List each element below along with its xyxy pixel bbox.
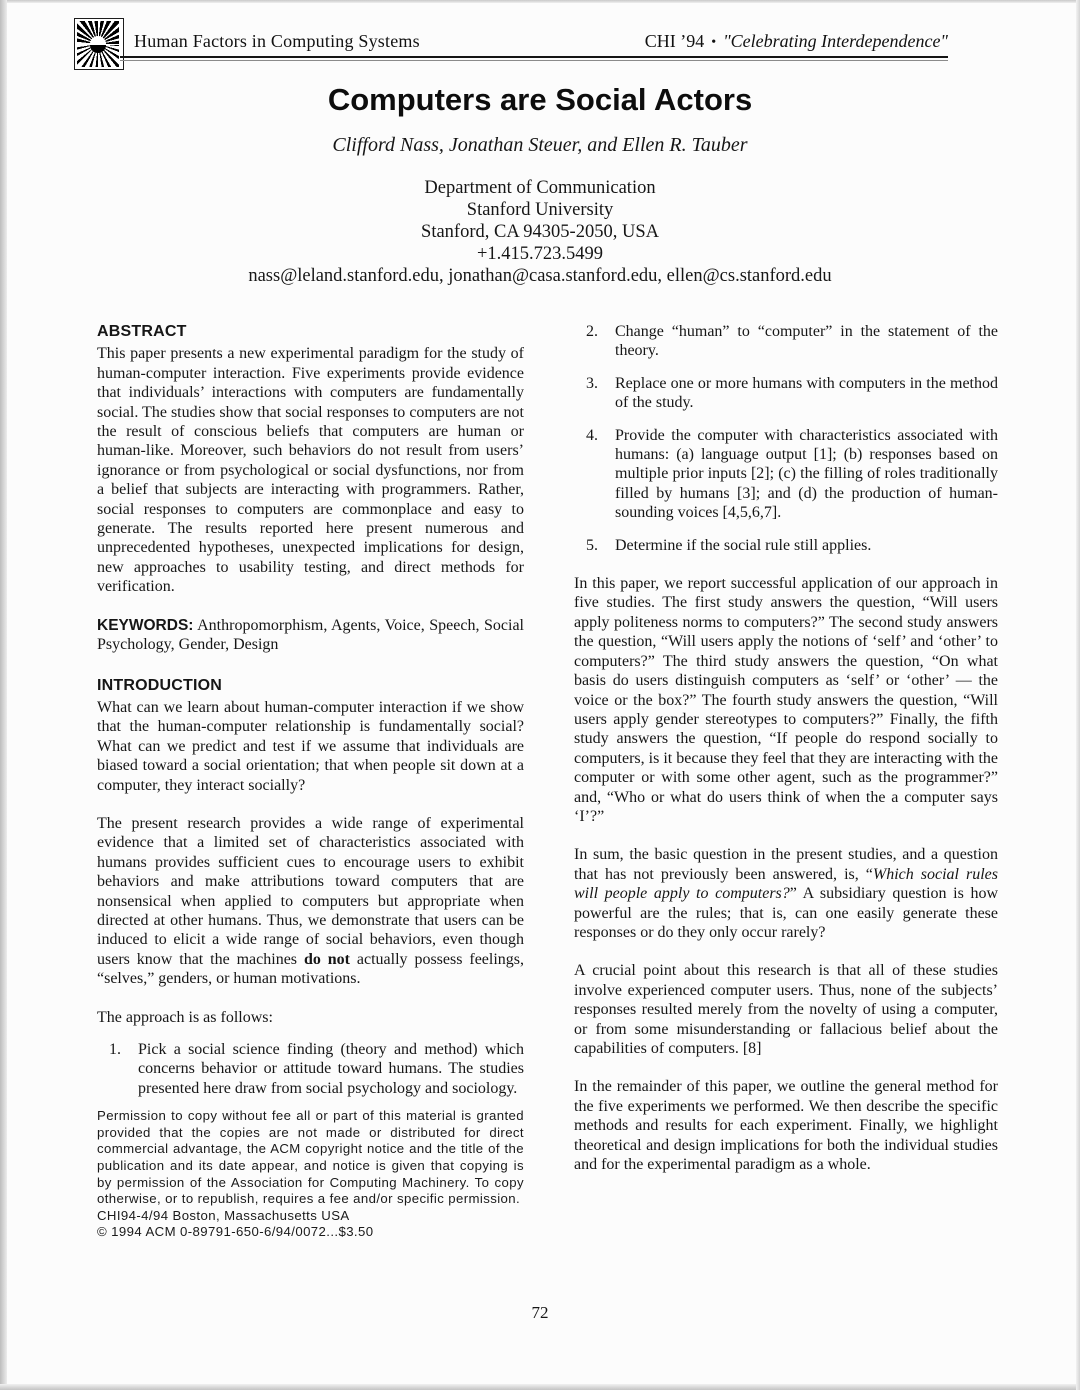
list-number: 2. (586, 323, 598, 340)
affiliation-dept: Department of Communication (424, 178, 656, 198)
permission-body: Permission to copy without fee all or part of this material is granted provided that the copies are not made or distributed for direct commercial advantage, the ACM copyright notice and the title of the publication and its date appear, and notice is given that copying is by permission of the Association for Computing Machinery. To copy otherwise, or to republish, requires a fee and/or specific permission. (97, 1108, 524, 1207)
affiliation-block (0, 177, 1080, 287)
permission-venue: CHI94-4/94 Boston, Massachusetts USA (97, 1207, 350, 1223)
affiliation-emails: nass@leland.stanford.edu, jonathan@casa.stanford.edu, ellen@cs.stanford.edu (248, 266, 832, 286)
right-column (574, 322, 998, 1241)
left-column (97, 322, 524, 1241)
scan-edge-bottom (0, 1384, 1080, 1390)
keywords-label: KEYWORDS: (97, 616, 194, 634)
intro-p2-pre: The present research provides a wide range of experimental evidence that a limited set of characteristics associated with humans provides sufficient cues to encourage users to exhibit behaviors and make attributions toward computers that are nonsensical when applied to computers but appropriate when directed at other humans. Thus, we demonstrate that users can be induced to elicit a wide range of social behaviors, even though users know that the machines (97, 814, 524, 968)
in-sum-paragraph (574, 845, 998, 942)
introduction-heading: INTRODUCTION (97, 676, 223, 694)
logo-bottom-half (77, 45, 119, 67)
list-number: 5. (586, 536, 598, 554)
approach-lead: The approach is as follows: (97, 1008, 273, 1026)
intro-p2-post: actually possess feelings, “selves,” genders, or human motivations. (97, 950, 525, 988)
running-head-right (645, 31, 948, 52)
introduction-paragraph-1: What can we learn about human-computer interaction if we show that the human-computer relationship is fundamentally social? What can we predict and test if we assume that individuals are biased toward a social orientation; that when people sit down at a computer, they interact socially? (97, 698, 524, 794)
list-text: Pick a social science finding (theory and method) which concerns behavior or attitude toward humans. The studies presented here draw from social psychology and sociology. (138, 1041, 524, 1097)
approach-step-1 (97, 1040, 524, 1098)
five-studies-paragraph: In this paper, we report successful application of our approach in five studies. The first study answers the question, “Will users apply politeness norms to computers?” The second study answers the question, “Will users apply the notions of ‘self’ and ‘other’ to computers?” The third study answers the question, “On what basis do users distinguish computers as ‘self’ or ‘other’ — the voice or the box?” The fourth study answers the question, “Will users apply gender stereotypes to computers?” Finally, the fifth study answers the question, “If people do respond socially to computers, is it because they feel that they are interacting with the computer or with some other agent, such as the programmer?” and, “Who or what do users think of when the a computer says ‘I’?” (574, 575, 998, 825)
chi-starburst-logo-icon (74, 18, 124, 70)
introduction-paragraph-2 (97, 814, 524, 989)
list-text: Provide the computer with characteristics associated with humans: (a) language output [1]; (b) responses based on multiple prior inputs [2]; (c) the filling of roles traditionally filled by humans [3]; and (d) the production of human-sounding voices [4,5,6,7]. (615, 426, 998, 522)
header-rule (120, 56, 948, 61)
page-number: 72 (531, 1303, 549, 1322)
separator-dot: • (711, 35, 717, 50)
conference-slogan: "Celebrating Interdependence" (723, 31, 948, 51)
in-sum-italic: Which social rules will people apply to computers? (574, 865, 999, 903)
list-text: Change “human” to “computer” in the statement of the theory. (615, 323, 998, 360)
remainder-paragraph: In the remainder of this paper, we outline the general method for the five experiments we performed. We then describe the specific methods and results for each experiment. Finally, we highlight theoretical and design implications for both the individual studies and for the experimental paradigm as a whole. (574, 1078, 998, 1174)
logo-top-half (77, 21, 119, 44)
list-number: 1. (109, 1041, 121, 1058)
list-text: Determine if the social rule still applies. (615, 536, 872, 554)
in-sum-post: ” A subsidiary question is how powerful are the rules; that is, can one easily generate these responses or do they only occur rarely? (574, 885, 999, 941)
affiliation-university: Stanford University (466, 200, 614, 220)
crucial-point-paragraph: A crucial point about this research is that all of these studies involve experienced computer users. Thus, none of the subjects’ responses resulted merely from the novelty of using a computer, or from some misunderstanding or fallacious belief about the capabilities of computers. [8] (574, 962, 998, 1057)
approach-step-5 (574, 536, 998, 555)
approach-step-3 (574, 374, 998, 413)
body-columns (97, 322, 998, 1241)
approach-step-2 (574, 322, 998, 361)
keywords-list: Anthropomorphism, Agents, Voice, Speech, Social Psychology, Gender, Design (97, 616, 524, 654)
copyright-notice (97, 1108, 524, 1241)
in-sum-pre: In sum, the basic question in the present studies, and a question that has not previously been answered, is, “ (574, 846, 998, 883)
scan-edge-top (0, 0, 1080, 3)
paper-title: Computers are Social Actors (327, 82, 753, 117)
permission-isbn: © 1994 ACM 0-89791-650-6/94/0072...$3.50 (97, 1224, 374, 1240)
affiliation-phone: +1.415.723.5499 (476, 244, 604, 264)
running-head-left: Human Factors in Computing Systems (134, 31, 420, 51)
abstract-text: This paper presents a new experimental paradigm for the study of human-computer interaction. Five experiments provide evidence that individuals’ interactions with computers are fundamentally social. The studies show that social responses to computers are not the result of conscious beliefs that computers are human or human-like. Moreover, such behaviors do not result from users’ ignorance or from psychological or social dysfunctions, nor from a belief that subjects are interacting with programmers. Rather, social responses to computers are commonplace and easy to generate. The results reported here present numerous and unprecedented hypotheses, unexpected implications for design, new approaches to usability testing, and direct methods for verification. (97, 345, 524, 596)
conference-name: CHI ’94 (644, 31, 705, 51)
abstract-heading: ABSTRACT (97, 323, 187, 340)
affiliation-address: Stanford, CA 94305-2050, USA (421, 222, 659, 242)
list-number: 3. (586, 374, 598, 392)
list-number: 4. (586, 426, 598, 444)
approach-step-4 (574, 426, 998, 523)
authors-line: Clifford Nass, Jonathan Steuer, and Ellen R. Tauber (332, 134, 748, 156)
list-text: Replace one or more humans with computers in the method of the study. (615, 374, 998, 412)
intro-p2-bold: do not (303, 950, 350, 968)
keywords-paragraph (97, 616, 524, 655)
